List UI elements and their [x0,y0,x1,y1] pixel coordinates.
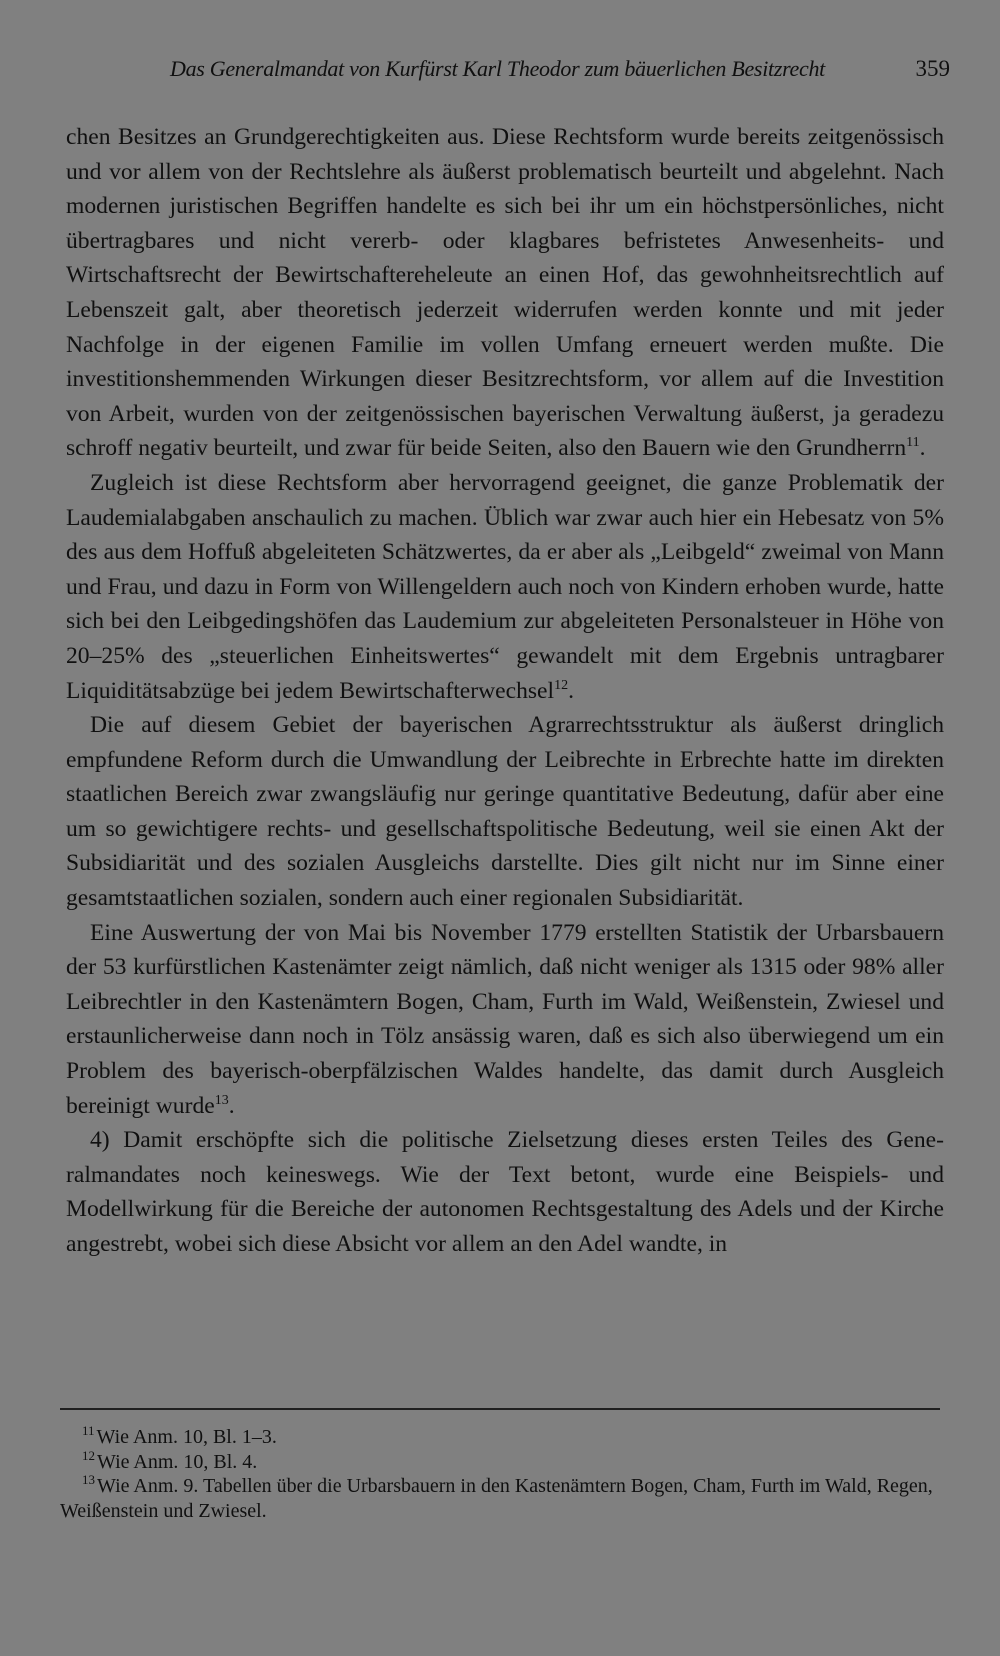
footnote-11 [60,1425,940,1450]
footnote-number: 11 [82,1423,95,1438]
paragraph-text: chen Besitzes an Grundgerechtigkeiten aus. Diese Rechtsform wurde bereits zeitgenössisch und vor allem von der Rechtslehre als äußerst problematisch beurteilt und abgelehnt. Nach modernen juristischen Begriffen handelte es sich bei ihr um ein höchstpersönliches, nicht übertragbares und nicht vererb- oder klagbares befristetes Anwesenheits- und Wirtschaftsrecht der Bewirtschaftereheleute an einen Hof, das gewohnheitsrechtlich auf Lebenszeit galt, aber theoretisch jederzeit widerrufen werden konnte und mit jeder Nachfolge in der eigenen Familie im vollen Umfang erneuert werden mußte. Die investitionshemmenden Wirkungen dieser Besitzrechtsform, vor allem auf die Investition von Arbeit, wurden von der zeitgenössischen bayerischen Verwaltung äußerst, ja geradezu schroff negativ beurteilt, und zwar für beide Seiten, also den Bauern wie den Grundherrn [66,124,944,462]
footnote-12 [60,1447,940,1475]
footnote-13 [60,1474,940,1523]
footnote-reference[interactable]: 11 [906,435,920,451]
paragraph-text: Eine Auswertung der von Mai bis November 1779 erstellten Statistik der Urbarsbauern der 53 kurfürstlichen Kastenämter zeigt nämlich, daß nicht weniger als 1315 oder 98% aller Leibrechtler in den Kastenämtern Bogen, Cham, Furth im Wald, Weißenstein, Zwiesel und erstaunlicherweise dann noch in Tölz ansässig waren, daß es sich also überwiegend um ein Problem des bayerisch-oberpfälzischen Waldes handelte, das damit durch Ausgleich bereinigt wurde [66,919,944,1119]
page-number: 359 [915,56,950,81]
paragraph-text: 4) Damit erschöpfte sich die politische Zielsetzung dieses ersten Teiles des Generalmandates noch keineswegs. Wie der Text betont, wurde eine Beispiels- und Modellwirkung für die Bereiche der autonomen Rechtsgestaltung des Adels und der Kirche angestrebt, wobei sich diese Absicht vor allem an den Adel wandte, in [66,1127,944,1257]
page-header [170,52,950,92]
footnote-text: Wie Anm. 9. Tabellen über die Urbarsbauern in den Kastenämtern Bogen, Cham, Furth im Wald, Regen, Weißenstein und Zwiesel. [60,1475,933,1522]
paragraph-tail: . [919,435,926,462]
paragraph-1 [66,120,944,466]
paragraph-tail: . [568,677,574,704]
body-text [66,120,944,1262]
paragraph-text: Zugleich ist diese Rechtsform aber hervorragend geeignet, die ganze Problematik der Laudemialabgaben anschaulich zu machen. Üblich war zwar auch hier ein Hebesatz von 5% des aus dem Hoffuß abgeleiteten Schätzwertes, da er aber als „Leibgeld“ zweimal von Mann und Frau, und dazu in Form von Willengeldern auch noch von Kindern erhoben wurde, hatte sich bei den Leibgedingshöfen das Laudemium zur abgeleiteten Personalsteuer in Höhe von 20–25% des „steuerlichen Einheitswertes“ gewandelt mit dem Ergebnis untragbarer Liquiditätsabzüge bei jedem Bewirtschafterwechsel [66,469,944,704]
paragraph-3 [66,708,944,916]
footnote-text: Wie Anm. 10, Bl. 1–3. [96,1426,277,1448]
paragraph-4 [66,916,944,1124]
footnote-number: 12 [82,1447,95,1463]
paragraph-tail: . [228,1092,235,1119]
footnote-reference[interactable]: 13 [214,1092,229,1108]
paragraph-5 [66,1123,944,1261]
footnote-text: Wie Anm. 10, Bl. 4. [97,1450,258,1473]
paragraph-2 [66,466,944,708]
paragraph-text: Die auf diesem Gebiet der bayerischen Agrarrechtsstruktur als äußerst dringlich empfundene Reform durch die Umwandlung der Leibrechte in Erbrechte hatte im direkten staatlichen Bereich zwar zwangsläufig nur geringe quantitative Bedeutung, dafür aber eine um so gewichtigere rechts- und gesellschaftspolitische Bedeutung, weil sie einen Akt der Subsidiarität und des sozialen Ausgleichs darstellte. Dies gilt nicht nur im Sinne einer gesamtstaatlichen sozialen, sondern auch einer regionalen Subsidiarität. [66,712,944,912]
footnote-divider [60,1408,940,1410]
footnote-reference[interactable]: 12 [554,677,569,693]
running-title: Das Generalmandat von Kurfürst Karl Theodor zum bäuerlichen Besitzrecht [170,56,825,81]
footnotes [60,1425,940,1523]
footnote-number: 13 [82,1472,95,1488]
